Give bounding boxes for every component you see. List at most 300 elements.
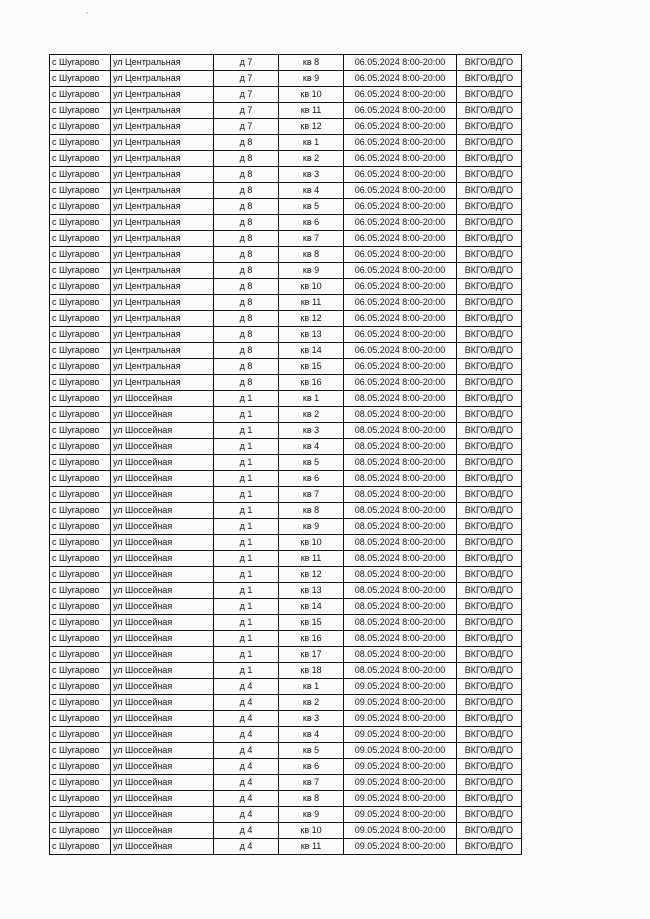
- settlement-cell: с Шугарово: [50, 775, 111, 791]
- settlement-cell: с Шугарово: [50, 583, 111, 599]
- street-cell: ул Шоссейная: [111, 663, 214, 679]
- date-time-cell: 06.05.2024 8:00-20:00: [344, 311, 457, 327]
- date-time-cell: 06.05.2024 8:00-20:00: [344, 231, 457, 247]
- table-row: [50, 391, 522, 407]
- apartment-cell: кв 12: [279, 311, 344, 327]
- date-time-cell: 08.05.2024 8:00-20:00: [344, 663, 457, 679]
- service-type-cell: ВКГО/ВДГО: [457, 343, 522, 359]
- street-cell: ул Центральная: [111, 263, 214, 279]
- settlement-cell: с Шугарово: [50, 151, 111, 167]
- street-cell: ул Шоссейная: [111, 551, 214, 567]
- house-cell: д 7: [214, 119, 279, 135]
- table-row: [50, 231, 522, 247]
- street-cell: ул Шоссейная: [111, 583, 214, 599]
- service-type-cell: ВКГО/ВДГО: [457, 759, 522, 775]
- service-type-cell: ВКГО/ВДГО: [457, 791, 522, 807]
- street-cell: ул Центральная: [111, 119, 214, 135]
- settlement-cell: с Шугарово: [50, 247, 111, 263]
- date-time-cell: 08.05.2024 8:00-20:00: [344, 391, 457, 407]
- date-time-cell: 06.05.2024 8:00-20:00: [344, 215, 457, 231]
- service-type-cell: ВКГО/ВДГО: [457, 823, 522, 839]
- house-cell: д 8: [214, 343, 279, 359]
- settlement-cell: с Шугарово: [50, 135, 111, 151]
- settlement-cell: с Шугарово: [50, 55, 111, 71]
- service-type-cell: ВКГО/ВДГО: [457, 87, 522, 103]
- table-row: [50, 407, 522, 423]
- service-type-cell: ВКГО/ВДГО: [457, 135, 522, 151]
- street-cell: ул Шоссейная: [111, 839, 214, 855]
- table-row: [50, 711, 522, 727]
- apartment-cell: кв 6: [279, 759, 344, 775]
- service-type-cell: ВКГО/ВДГО: [457, 71, 522, 87]
- street-cell: ул Центральная: [111, 359, 214, 375]
- street-cell: ул Центральная: [111, 183, 214, 199]
- settlement-cell: с Шугарово: [50, 119, 111, 135]
- street-cell: ул Шоссейная: [111, 775, 214, 791]
- house-cell: д 4: [214, 759, 279, 775]
- street-cell: ул Шоссейная: [111, 407, 214, 423]
- schedule-table: [49, 54, 522, 855]
- service-type-cell: ВКГО/ВДГО: [457, 311, 522, 327]
- apartment-cell: кв 10: [279, 279, 344, 295]
- date-time-cell: 06.05.2024 8:00-20:00: [344, 135, 457, 151]
- settlement-cell: с Шугарово: [50, 599, 111, 615]
- service-type-cell: ВКГО/ВДГО: [457, 247, 522, 263]
- settlement-cell: с Шугарово: [50, 375, 111, 391]
- street-cell: ул Шоссейная: [111, 439, 214, 455]
- house-cell: д 8: [214, 183, 279, 199]
- house-cell: д 1: [214, 583, 279, 599]
- service-type-cell: ВКГО/ВДГО: [457, 55, 522, 71]
- service-type-cell: ВКГО/ВДГО: [457, 663, 522, 679]
- house-cell: д 8: [214, 135, 279, 151]
- apartment-cell: кв 5: [279, 455, 344, 471]
- date-time-cell: 08.05.2024 8:00-20:00: [344, 487, 457, 503]
- apartment-cell: кв 4: [279, 183, 344, 199]
- apartment-cell: кв 9: [279, 71, 344, 87]
- date-time-cell: 08.05.2024 8:00-20:00: [344, 503, 457, 519]
- house-cell: д 1: [214, 407, 279, 423]
- house-cell: д 8: [214, 311, 279, 327]
- street-cell: ул Шоссейная: [111, 631, 214, 647]
- service-type-cell: ВКГО/ВДГО: [457, 615, 522, 631]
- service-type-cell: ВКГО/ВДГО: [457, 711, 522, 727]
- table-row: [50, 167, 522, 183]
- scan-speck: [86, 12, 88, 14]
- apartment-cell: кв 6: [279, 215, 344, 231]
- street-cell: ул Шоссейная: [111, 503, 214, 519]
- service-type-cell: ВКГО/ВДГО: [457, 471, 522, 487]
- house-cell: д 8: [214, 263, 279, 279]
- settlement-cell: с Шугарово: [50, 615, 111, 631]
- apartment-cell: кв 5: [279, 743, 344, 759]
- date-time-cell: 06.05.2024 8:00-20:00: [344, 263, 457, 279]
- service-type-cell: ВКГО/ВДГО: [457, 775, 522, 791]
- street-cell: ул Шоссейная: [111, 695, 214, 711]
- house-cell: д 4: [214, 775, 279, 791]
- date-time-cell: 06.05.2024 8:00-20:00: [344, 247, 457, 263]
- street-cell: ул Шоссейная: [111, 471, 214, 487]
- settlement-cell: с Шугарово: [50, 471, 111, 487]
- date-time-cell: 06.05.2024 8:00-20:00: [344, 295, 457, 311]
- house-cell: д 8: [214, 359, 279, 375]
- date-time-cell: 08.05.2024 8:00-20:00: [344, 583, 457, 599]
- settlement-cell: с Шугарово: [50, 439, 111, 455]
- settlement-cell: с Шугарово: [50, 487, 111, 503]
- table-row: [50, 503, 522, 519]
- service-type-cell: ВКГО/ВДГО: [457, 295, 522, 311]
- settlement-cell: с Шугарово: [50, 231, 111, 247]
- date-time-cell: 06.05.2024 8:00-20:00: [344, 167, 457, 183]
- apartment-cell: кв 10: [279, 823, 344, 839]
- service-type-cell: ВКГО/ВДГО: [457, 327, 522, 343]
- date-time-cell: 08.05.2024 8:00-20:00: [344, 407, 457, 423]
- date-time-cell: 06.05.2024 8:00-20:00: [344, 343, 457, 359]
- table-row: [50, 583, 522, 599]
- street-cell: ул Шоссейная: [111, 679, 214, 695]
- table-row: [50, 487, 522, 503]
- service-type-cell: ВКГО/ВДГО: [457, 423, 522, 439]
- apartment-cell: кв 4: [279, 727, 344, 743]
- apartment-cell: кв 6: [279, 471, 344, 487]
- date-time-cell: 06.05.2024 8:00-20:00: [344, 151, 457, 167]
- date-time-cell: 09.05.2024 8:00-20:00: [344, 711, 457, 727]
- table-row: [50, 135, 522, 151]
- apartment-cell: кв 11: [279, 839, 344, 855]
- service-type-cell: ВКГО/ВДГО: [457, 727, 522, 743]
- settlement-cell: с Шугарово: [50, 199, 111, 215]
- house-cell: д 1: [214, 663, 279, 679]
- settlement-cell: с Шугарово: [50, 503, 111, 519]
- street-cell: ул Шоссейная: [111, 823, 214, 839]
- house-cell: д 8: [214, 295, 279, 311]
- settlement-cell: с Шугарово: [50, 679, 111, 695]
- settlement-cell: с Шугарово: [50, 823, 111, 839]
- settlement-cell: с Шугарово: [50, 359, 111, 375]
- service-type-cell: ВКГО/ВДГО: [457, 407, 522, 423]
- table-row: [50, 727, 522, 743]
- house-cell: д 7: [214, 87, 279, 103]
- table-row: [50, 615, 522, 631]
- house-cell: д 1: [214, 631, 279, 647]
- service-type-cell: ВКГО/ВДГО: [457, 695, 522, 711]
- table-row: [50, 791, 522, 807]
- apartment-cell: кв 10: [279, 535, 344, 551]
- date-time-cell: 06.05.2024 8:00-20:00: [344, 359, 457, 375]
- service-type-cell: ВКГО/ВДГО: [457, 263, 522, 279]
- settlement-cell: с Шугарово: [50, 551, 111, 567]
- service-type-cell: ВКГО/ВДГО: [457, 151, 522, 167]
- table-row: [50, 359, 522, 375]
- street-cell: ул Центральная: [111, 199, 214, 215]
- street-cell: ул Шоссейная: [111, 519, 214, 535]
- house-cell: д 4: [214, 807, 279, 823]
- date-time-cell: 08.05.2024 8:00-20:00: [344, 599, 457, 615]
- service-type-cell: ВКГО/ВДГО: [457, 215, 522, 231]
- date-time-cell: 08.05.2024 8:00-20:00: [344, 615, 457, 631]
- date-time-cell: 09.05.2024 8:00-20:00: [344, 791, 457, 807]
- street-cell: ул Центральная: [111, 55, 214, 71]
- street-cell: ул Шоссейная: [111, 455, 214, 471]
- house-cell: д 4: [214, 711, 279, 727]
- settlement-cell: с Шугарово: [50, 455, 111, 471]
- apartment-cell: кв 8: [279, 55, 344, 71]
- service-type-cell: ВКГО/ВДГО: [457, 503, 522, 519]
- service-type-cell: ВКГО/ВДГО: [457, 391, 522, 407]
- table-row: [50, 599, 522, 615]
- service-type-cell: ВКГО/ВДГО: [457, 599, 522, 615]
- house-cell: д 4: [214, 823, 279, 839]
- service-type-cell: ВКГО/ВДГО: [457, 103, 522, 119]
- apartment-cell: кв 1: [279, 135, 344, 151]
- apartment-cell: кв 15: [279, 359, 344, 375]
- date-time-cell: 06.05.2024 8:00-20:00: [344, 199, 457, 215]
- table-row: [50, 759, 522, 775]
- date-time-cell: 08.05.2024 8:00-20:00: [344, 455, 457, 471]
- service-type-cell: ВКГО/ВДГО: [457, 439, 522, 455]
- house-cell: д 8: [214, 231, 279, 247]
- street-cell: ул Центральная: [111, 231, 214, 247]
- street-cell: ул Центральная: [111, 375, 214, 391]
- street-cell: ул Центральная: [111, 279, 214, 295]
- service-type-cell: ВКГО/ВДГО: [457, 535, 522, 551]
- apartment-cell: кв 7: [279, 775, 344, 791]
- settlement-cell: с Шугарово: [50, 695, 111, 711]
- table-row: [50, 183, 522, 199]
- service-type-cell: ВКГО/ВДГО: [457, 679, 522, 695]
- apartment-cell: кв 9: [279, 519, 344, 535]
- street-cell: ул Шоссейная: [111, 423, 214, 439]
- table-row: [50, 535, 522, 551]
- service-type-cell: ВКГО/ВДГО: [457, 551, 522, 567]
- service-type-cell: ВКГО/ВДГО: [457, 375, 522, 391]
- table-row: [50, 327, 522, 343]
- date-time-cell: 08.05.2024 8:00-20:00: [344, 423, 457, 439]
- apartment-cell: кв 3: [279, 167, 344, 183]
- apartment-cell: кв 9: [279, 263, 344, 279]
- table-row: [50, 55, 522, 71]
- settlement-cell: с Шугарово: [50, 295, 111, 311]
- house-cell: д 1: [214, 615, 279, 631]
- table-row: [50, 663, 522, 679]
- street-cell: ул Центральная: [111, 343, 214, 359]
- apartment-cell: кв 14: [279, 343, 344, 359]
- table-row: [50, 647, 522, 663]
- apartment-cell: кв 13: [279, 327, 344, 343]
- street-cell: ул Шоссейная: [111, 727, 214, 743]
- service-type-cell: ВКГО/ВДГО: [457, 487, 522, 503]
- date-time-cell: 06.05.2024 8:00-20:00: [344, 279, 457, 295]
- apartment-cell: кв 3: [279, 423, 344, 439]
- table-row: [50, 679, 522, 695]
- settlement-cell: с Шугарово: [50, 343, 111, 359]
- service-type-cell: ВКГО/ВДГО: [457, 583, 522, 599]
- settlement-cell: с Шугарово: [50, 535, 111, 551]
- date-time-cell: 06.05.2024 8:00-20:00: [344, 55, 457, 71]
- house-cell: д 8: [214, 279, 279, 295]
- apartment-cell: кв 11: [279, 551, 344, 567]
- service-type-cell: ВКГО/ВДГО: [457, 167, 522, 183]
- street-cell: ул Центральная: [111, 87, 214, 103]
- date-time-cell: 06.05.2024 8:00-20:00: [344, 103, 457, 119]
- house-cell: д 7: [214, 71, 279, 87]
- table-row: [50, 551, 522, 567]
- apartment-cell: кв 2: [279, 407, 344, 423]
- house-cell: д 4: [214, 727, 279, 743]
- date-time-cell: 09.05.2024 8:00-20:00: [344, 775, 457, 791]
- house-cell: д 4: [214, 679, 279, 695]
- house-cell: д 7: [214, 55, 279, 71]
- apartment-cell: кв 2: [279, 151, 344, 167]
- table-row: [50, 775, 522, 791]
- table-row: [50, 455, 522, 471]
- street-cell: ул Центральная: [111, 311, 214, 327]
- house-cell: д 1: [214, 503, 279, 519]
- house-cell: д 1: [214, 391, 279, 407]
- settlement-cell: с Шугарово: [50, 567, 111, 583]
- settlement-cell: с Шугарово: [50, 423, 111, 439]
- date-time-cell: 06.05.2024 8:00-20:00: [344, 183, 457, 199]
- house-cell: д 1: [214, 535, 279, 551]
- apartment-cell: кв 12: [279, 119, 344, 135]
- service-type-cell: ВКГО/ВДГО: [457, 119, 522, 135]
- street-cell: ул Центральная: [111, 71, 214, 87]
- house-cell: д 8: [214, 375, 279, 391]
- street-cell: ул Центральная: [111, 295, 214, 311]
- settlement-cell: с Шугарово: [50, 663, 111, 679]
- apartment-cell: кв 3: [279, 711, 344, 727]
- settlement-cell: с Шугарово: [50, 391, 111, 407]
- table-row: [50, 279, 522, 295]
- table-row: [50, 695, 522, 711]
- service-type-cell: ВКГО/ВДГО: [457, 183, 522, 199]
- street-cell: ул Шоссейная: [111, 535, 214, 551]
- table-row: [50, 119, 522, 135]
- street-cell: ул Шоссейная: [111, 615, 214, 631]
- settlement-cell: с Шугарово: [50, 519, 111, 535]
- house-cell: д 1: [214, 519, 279, 535]
- table-row: [50, 295, 522, 311]
- apartment-cell: кв 17: [279, 647, 344, 663]
- house-cell: д 8: [214, 167, 279, 183]
- apartment-cell: кв 1: [279, 391, 344, 407]
- settlement-cell: с Шугарово: [50, 87, 111, 103]
- table-row: [50, 71, 522, 87]
- apartment-cell: кв 18: [279, 663, 344, 679]
- settlement-cell: с Шугарово: [50, 839, 111, 855]
- apartment-cell: кв 7: [279, 231, 344, 247]
- date-time-cell: 08.05.2024 8:00-20:00: [344, 439, 457, 455]
- date-time-cell: 06.05.2024 8:00-20:00: [344, 71, 457, 87]
- table-row: [50, 103, 522, 119]
- settlement-cell: с Шугарово: [50, 263, 111, 279]
- date-time-cell: 08.05.2024 8:00-20:00: [344, 647, 457, 663]
- house-cell: д 8: [214, 327, 279, 343]
- settlement-cell: с Шугарово: [50, 327, 111, 343]
- date-time-cell: 08.05.2024 8:00-20:00: [344, 631, 457, 647]
- settlement-cell: с Шугарово: [50, 791, 111, 807]
- settlement-cell: с Шугарово: [50, 711, 111, 727]
- table-row: [50, 263, 522, 279]
- service-type-cell: ВКГО/ВДГО: [457, 279, 522, 295]
- house-cell: д 1: [214, 599, 279, 615]
- table-row: [50, 87, 522, 103]
- table-row: [50, 311, 522, 327]
- service-type-cell: ВКГО/ВДГО: [457, 567, 522, 583]
- table-row: [50, 343, 522, 359]
- street-cell: ул Центральная: [111, 327, 214, 343]
- service-type-cell: ВКГО/ВДГО: [457, 631, 522, 647]
- date-time-cell: 08.05.2024 8:00-20:00: [344, 471, 457, 487]
- settlement-cell: с Шугарово: [50, 279, 111, 295]
- apartment-cell: кв 9: [279, 807, 344, 823]
- street-cell: ул Центральная: [111, 151, 214, 167]
- house-cell: д 1: [214, 423, 279, 439]
- apartment-cell: кв 16: [279, 375, 344, 391]
- table-row: [50, 151, 522, 167]
- service-type-cell: ВКГО/ВДГО: [457, 839, 522, 855]
- table-row: [50, 215, 522, 231]
- table-row: [50, 471, 522, 487]
- date-time-cell: 09.05.2024 8:00-20:00: [344, 759, 457, 775]
- apartment-cell: кв 13: [279, 583, 344, 599]
- settlement-cell: с Шугарово: [50, 647, 111, 663]
- date-time-cell: 08.05.2024 8:00-20:00: [344, 519, 457, 535]
- street-cell: ул Шоссейная: [111, 567, 214, 583]
- service-type-cell: ВКГО/ВДГО: [457, 647, 522, 663]
- settlement-cell: с Шугарово: [50, 759, 111, 775]
- table-row: [50, 743, 522, 759]
- street-cell: ул Шоссейная: [111, 487, 214, 503]
- table-row: [50, 423, 522, 439]
- service-type-cell: ВКГО/ВДГО: [457, 807, 522, 823]
- street-cell: ул Шоссейная: [111, 807, 214, 823]
- street-cell: ул Шоссейная: [111, 391, 214, 407]
- house-cell: д 8: [214, 247, 279, 263]
- house-cell: д 4: [214, 695, 279, 711]
- apartment-cell: кв 15: [279, 615, 344, 631]
- apartment-cell: кв 11: [279, 103, 344, 119]
- table-row: [50, 375, 522, 391]
- street-cell: ул Центральная: [111, 103, 214, 119]
- settlement-cell: с Шугарово: [50, 743, 111, 759]
- house-cell: д 1: [214, 455, 279, 471]
- street-cell: ул Центральная: [111, 135, 214, 151]
- table-row: [50, 567, 522, 583]
- apartment-cell: кв 12: [279, 567, 344, 583]
- settlement-cell: с Шугарово: [50, 631, 111, 647]
- service-type-cell: ВКГО/ВДГО: [457, 359, 522, 375]
- house-cell: д 4: [214, 743, 279, 759]
- street-cell: ул Центральная: [111, 215, 214, 231]
- apartment-cell: кв 7: [279, 487, 344, 503]
- house-cell: д 7: [214, 103, 279, 119]
- apartment-cell: кв 11: [279, 295, 344, 311]
- date-time-cell: 06.05.2024 8:00-20:00: [344, 87, 457, 103]
- date-time-cell: 09.05.2024 8:00-20:00: [344, 839, 457, 855]
- table-row: [50, 247, 522, 263]
- settlement-cell: с Шугарово: [50, 311, 111, 327]
- apartment-cell: кв 8: [279, 503, 344, 519]
- service-type-cell: ВКГО/ВДГО: [457, 231, 522, 247]
- table-row: [50, 823, 522, 839]
- date-time-cell: 09.05.2024 8:00-20:00: [344, 743, 457, 759]
- table-row: [50, 631, 522, 647]
- date-time-cell: 08.05.2024 8:00-20:00: [344, 535, 457, 551]
- street-cell: ул Центральная: [111, 247, 214, 263]
- schedule-table-body: [50, 55, 522, 855]
- apartment-cell: кв 16: [279, 631, 344, 647]
